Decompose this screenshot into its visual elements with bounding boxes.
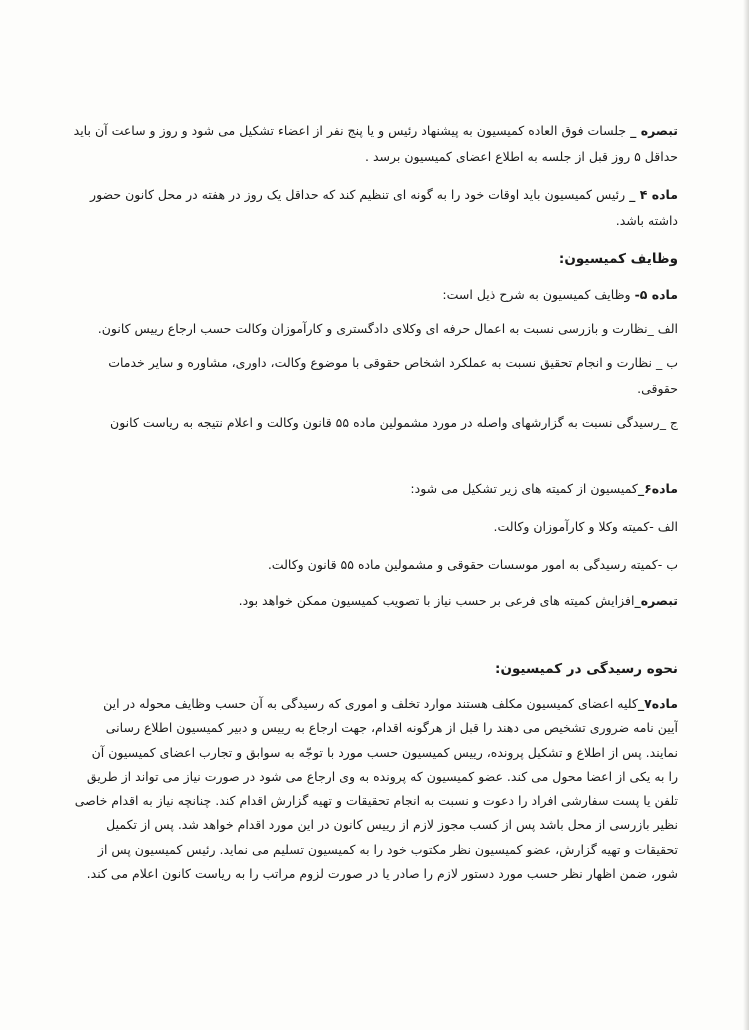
duty-item-jim: ج _رسیدگی نسبت به گزارشهای واصله در مورد مشمولین ماده ۵۵ قانون وکالت و اعلام نتیجه به ریاست کانون	[110, 415, 678, 430]
madde-7-line-3: نمایند. پس از اطلاع و تشکیل پرونده، رییس کمیسیون حسب مورد با توجّه به سوابق و تجارب اعضای کمیسیون آن	[91, 744, 678, 760]
madde-7-line-8: شور، ضمن اظهار نظر حسب مورد دستور لازم را صادر یا در صورت لزوم مراتب را به ریاست کانون اعلام می کند.	[86, 866, 678, 882]
madde-7-line-6: نظیر بازرسی از محل باشد پس از کسب مجوز لازم از رییس کانون در این مورد اقدام خواهد شد. پس از تکمیل	[106, 817, 678, 833]
document-body	[58, 118, 678, 886]
madde-6-label: ماده۶_	[637, 481, 678, 496]
duty-item-be-line-1: ب _ نظارت و انجام تحقیق نسبت به عملکرد اشخاص حقوقی با موضوع وکالت، داوری، مشاوره و سایر خدمات	[108, 355, 678, 370]
tabsare-2-line	[58, 588, 678, 614]
tabsare-1-line-1	[58, 118, 678, 144]
duty-item-alef: الف _نظارت و بازرسی نسبت به اعمال حرفه ای وکلای دادگستری و کارآموزان وکالت حسب ارجاع رییس کانون.	[97, 321, 678, 336]
madde-7-label: ماده۷_	[637, 696, 678, 711]
madde-4-line-2: داشته باشد.	[615, 213, 678, 228]
tabsare-1-label: تبصره _	[630, 123, 678, 138]
committee-item-be: ب -کمیته رسیدگی به امور موسسات حقوقی و مشمولین ماده ۵۵ قانون وکالت.	[267, 557, 678, 572]
madde-7-line-1	[58, 692, 678, 716]
madde-5-line	[58, 282, 678, 308]
section-heading-duties: وظایف کمیسیون:	[558, 251, 678, 267]
madde-6-text: کمیسیون از کمیته های زیر تشکیل می شود:	[410, 481, 638, 496]
duty-item-be-line-2: حقوقی.	[637, 381, 678, 396]
madde-4-text-1: رئیس کمیسیون باید اوقات خود را به گونه ای تنظیم کند که حداقل یک روز در هفته در محل کانون حضور	[90, 187, 630, 202]
madde-4-label: ماده ۴ _	[629, 187, 678, 202]
committee-item-alef: الف -کمیته وکلا و کارآموزان وکالت.	[493, 519, 678, 534]
tabsare-2-label: تبصره_	[634, 593, 678, 608]
madde-7-line-2: آیین نامه ضروری تشخیص می دهند را قبل از هرگونه اقدام، جهت ارجاع به رییس و دبیر کمیسیون اطلاع رسانی	[105, 720, 678, 736]
madde-6-line	[58, 476, 678, 502]
madde-7-paragraph	[58, 692, 678, 886]
madde-5-text: وظایف کمیسیون به شرح ذیل است:	[442, 287, 635, 302]
madde-7-line-5: تلفن یا پست سفارشی افراد را دعوت و نسبت به انجام تحقیقات و تهیه گزارش اقدام کند. چنانچه نیاز به اقدام خاصی	[74, 793, 678, 809]
section-heading-procedure: نحوه رسیدگی در کمیسیون:	[495, 661, 678, 677]
page-edge-shadow	[743, 0, 749, 1030]
madde-5-label: ماده ۵-	[634, 287, 678, 302]
madde-7-line-4: را به یکی از اعضا محول می کند. عضو کمیسیون که پرونده به وی ارجاع می شود در صورت نیاز می تواند از طریق	[86, 768, 678, 784]
madde-7-text-1: کلیه اعضای کمیسیون مکلف هستند موارد تخلف و اموری که رسیدگی به آن حسب وظایف محوله در این	[103, 696, 638, 711]
tabsare-1-text-1: جلسات فوق العاده کمیسیون به پیشنهاد رئیس و یا پنج نفر از اعضاء تشکیل می شود و روز و ساعت آن باید	[73, 123, 631, 138]
tabsare-2-text: افزایش کمیته های فرعی بر حسب نیاز با تصویب کمیسیون ممکن خواهد بود.	[238, 593, 635, 608]
tabsare-1-line-2: حداقل ۵ روز قبل از جلسه به اطلاع اعضای کمیسیون برسد .	[365, 149, 678, 164]
madde-7-line-7: تحقیقات و تهیه گزارش، عضو کمیسیون نظر مکتوب خود را به کمیسیون تسلیم می نماید. رئیس کمیسیون پس از	[97, 841, 678, 857]
madde-4-line-1	[58, 182, 678, 208]
